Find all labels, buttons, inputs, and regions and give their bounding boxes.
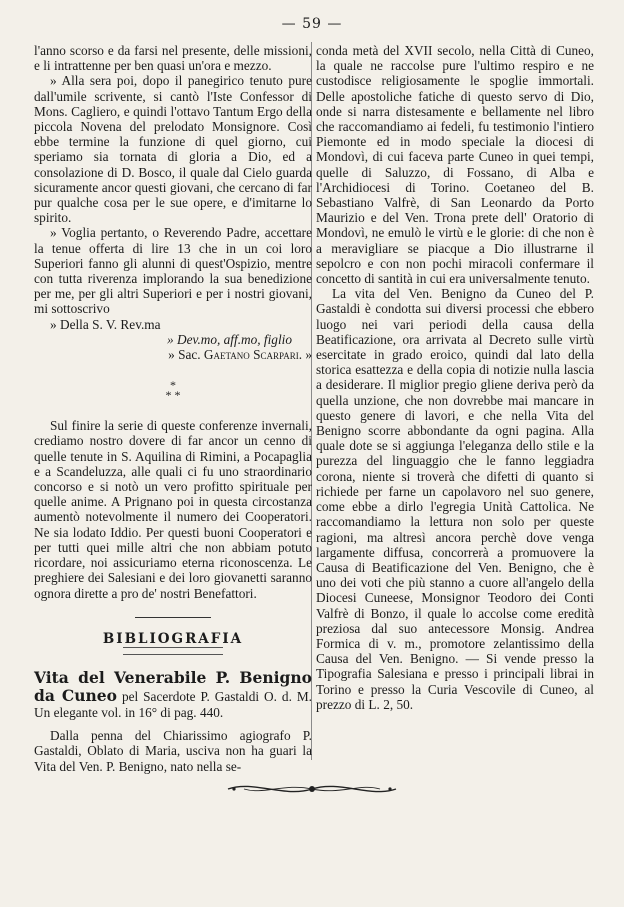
asterism: * * *	[165, 378, 181, 403]
signature-line: » Dev.mo, aff.mo, figlio	[167, 331, 292, 347]
right-paragraph-2: La vita del Ven. Benigno da Cuneo del P. Gastaldi è condotta sui diversi processi che ebbero luogo nei vari periodi della causa della Beatificazione, ora arrivata al Decreto sulle virtù esercitate in grado eroico, quindi dal lato della storica esattezza e della copia di notizie nulla lascia a desiderare. Il miglior pregio gliene deriva però da quella unzione, che non dovrebbe mai mancare in questo genere di lavori, e che nella Vita del Benigno scorre abbondante da ogni pagina. Alla quale dote se si aggiunga l'eleganza dello stile e la purezza del linguaggio che le fanno leggiadra corona, niente si troverà che difetti di quanto si richiede per farne un capolavoro nel suo genere, come ebbe a dirlo l'egregia Unità Cattolica. Ne raccomandiamo la lettura non solo per queste ragioni, ma altresì ancora perchè dove venga largamente diffusa, concorrerà a promuovere la Causa di Beatificazione del Ven. Benigno, che è uno dei voti che più stanno a cuore all'angelo della Diocesi Cuneese, Monsignor Teodoro dei Conti Valfrè di Bonzo, il quale lo accolse come eredità preziosa dal suo antecessore Monsig. Andrea Formica di v. m., promotore zelantissimo della Causa del Ven. Benigno. — Si vende presso la Tipografia Salesiana e presso i principali librai in Torino e presso la Curia Vescovile di Cuneo, al prezzo di L. 2, 50.	[316, 286, 594, 712]
left-paragraph-3: » Voglia pertanto, o Reverendo Padre, accettare la tenue offerta di lire 13 che in un coi loro Superiori fanno gli alunni di quest'Ospizio, mentre con tutta riverenza implorando la sua benedizione per me, per gli altri Superiori e per i nostri giovani, mi sottoscrivo	[34, 225, 312, 317]
book-entry	[34, 669, 312, 720]
heading-ornament-rule	[123, 647, 223, 655]
left-paragraph-5: Sul finire la serie di queste conferenze invernali, crediamo nostro dovere di far ancor un cenno di quelle tenute in S. Aquilina di Rimini, a Pocapaglia e a Scandeluzza, alle quali ci fu uno straordinario concorso e si notò un vero profitto spirituale per quelle anime. A Prignano poi in questa circostanza aumentò notevolmente il numero dei Cooperatori. Ne sia lodato Iddio. Per questi buoni Cooperatori e per tutti quei mille altri che non abbiam potuto ricordare, noi assicuriamo eterna riconoscenza. Le preghiere dei Salesiani e dei loro giovanetti saranno ognora dirette a pro de' nostri Benefattori.	[34, 418, 312, 601]
tailpiece-ornament-icon	[224, 778, 400, 800]
book-meta: pel Sacerdote P. Gastaldi O. d. M. Un elegante vol. in 16° di pag. 440.	[34, 688, 312, 720]
left-column	[34, 43, 312, 774]
left-paragraph-6: Dalla penna del Chiarissimo agiografo P. Gastaldi, Oblato di Maria, usciva non ha guari la Vita del Ven. P. Benigno, nato nella se-	[34, 728, 312, 774]
signature-author: Gaetano Scarpari. »	[203, 347, 312, 363]
left-paragraph-4: » Della S. V. Rev.ma	[50, 316, 161, 332]
left-paragraph-2: » Alla sera poi, dopo il panegirico tenuto pure dall'umile scrivente, si cantò l'Iste Confessor di Mons. Cagliero, e quindi l'ottavo Tantum Ergo della piccola Novena del prelodato Monsignore. Così ebbe termine la funzione di quel giorno, cui speriamo sia tornata di gloria a Dio, ed a consolazione di D. Bosco, il quale dal Cielo guarda sicuramente ancor questi giovani, che cercano di far pur qualche cosa per le sue opere, e d'imitarne lo spirito.	[34, 73, 312, 226]
section-heading: BIBLIOGRAFIA	[102, 630, 244, 647]
page-number: — 59 —	[281, 16, 343, 32]
right-column	[316, 43, 594, 712]
book-title: Vita del Venerabile P. Benigno da Cuneo	[34, 667, 312, 705]
right-paragraph-1: conda metà del XVII secolo, nella Città di Cuneo, la quale ne raccolse pure l'ultimo respiro e ne custodisce religiosamente le spoglie immortali. Delle apostoliche fatiche di questo servo di Dio, onde si narra distesamente e bellamente nel libro che raccomandiamo ai fedeli, fu testimonio l'intiero Piemonte ed in modo speciale la diocesi di Mondovì, di cui faceva parte Cuneo in quei tempi, quelle di Saluzzo, di Fossano, di Alba e l'Archidiocesi di Torino. Coetaneo del B. Sebastiano Valfrè, di San Leonardo da Porto Maurizio e del Ven. Trona prete dell' Oratorio di Mondovì, ne emulò le virtù e le glorie: di che non è a meravigliare se piacque a Dio illustrarne il sepolcro e con non pochi miracoli confermare il concetto di santità in cui era universalmente tenuto.	[316, 43, 594, 287]
left-paragraph-1: l'anno scorso e da farsi nel presente, delle missioni, e li intrattenne per ben quasi un'ora e mezzo.	[34, 43, 312, 74]
signature-name	[34, 347, 312, 362]
section-rule	[135, 617, 211, 618]
signature-prefix: » Sac.	[168, 347, 204, 363]
